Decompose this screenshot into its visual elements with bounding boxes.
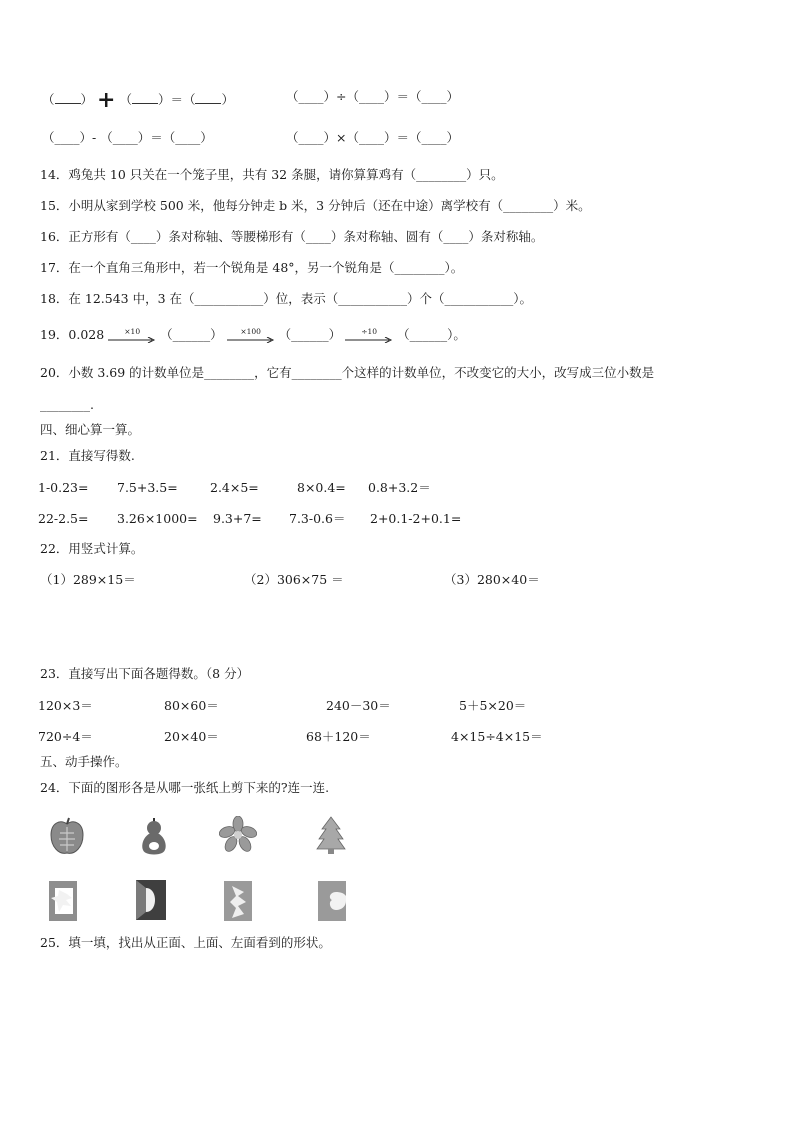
q23-item: 720÷4＝ [38,729,93,744]
q21-item: 9.3+7= [213,511,262,526]
q23-item: 68＋120＝ [306,729,371,744]
q21-item: 3.26×1000= [117,511,198,526]
question-17: 17．在一个直角三角形中，若一个锐角是 48°，另一个锐角是（________）。 [40,260,464,275]
q23-item: 240－30＝ [326,698,391,713]
gourd-shape-icon [137,816,171,856]
paper-sheet-1-icon [47,880,79,922]
equation-row-2-right: （____）×（____）＝（____） [286,130,459,145]
q21-item: 22-2.5= [38,511,89,526]
q23-item: 4×15÷4×15＝ [451,729,543,744]
question-20-line-1: 20．小数 3.69 的计数单位是________，它有________个这样的计数单位，不改变它的大小，改写成三位小数是 [40,365,655,380]
arrow-times-10: ×10 [108,328,156,344]
question-19: 19．0.028 ×10 （______） ×100 （______） ÷10 （______）。 [40,326,466,342]
q21-item: 1-0.23= [38,480,89,495]
q22-item: （1）289×15＝ [40,572,136,587]
question-23: 23．直接写出下面各题得数。（8 分） [40,666,250,681]
question-24: 24．下面的图形各是从哪一张纸上剪下来的?连一连. [40,780,330,795]
flower-shape-icon [219,816,257,852]
question-15: 15．小明从家到学校 500 米，他每分钟走 b 米，3 分钟后（还在中途）离学校有（________）米。 [40,198,591,213]
q22-item: （2）306×75 ＝ [244,572,344,587]
q21-item: 2+0.1-2+0.1= [370,511,462,526]
question-20-line-2: ________. [40,397,94,412]
question-18: 18．在 12.543 中，3 在（___________）位，表示（___________）个（___________）。 [40,291,533,306]
q21-item: 7.3-0.6＝ [289,511,346,526]
q21-item: 0.8+3.2＝ [368,480,431,495]
apple-shape-icon [48,817,86,857]
paper-sheet-3-icon [222,880,254,922]
equation-row-1-right: （____）÷（____）＝（____） [286,89,459,104]
equation-row-2-left: （____）- （____）＝（____） [42,130,213,145]
question-22: 22．用竖式计算。 [40,541,144,556]
tree-shape-icon [315,815,347,855]
q23-item: 20×40＝ [164,729,219,744]
paper-sheet-4-icon [316,880,348,922]
q21-item: 8×0.4= [297,480,346,495]
question-14: 14．鸡兔共 10 只关在一个笼子里，共有 32 条腿，请你算算鸡有（________）只。 [40,167,504,182]
q21-item: 2.4×5= [210,480,259,495]
equation-row-1-left: （ ） + （ ）＝（ ） [42,87,234,113]
q23-item: 5＋5×20＝ [459,698,527,713]
plus-sign: + [97,87,116,113]
paper-sheet-2-icon [134,878,168,922]
arrow-divide-10: ÷10 [345,328,393,344]
section-5-heading: 五、动手操作。 [40,754,128,769]
q21-item: 7.5+3.5= [117,480,178,495]
q22-item: （3）280×40＝ [444,572,540,587]
arrow-times-100: ×100 [227,328,275,344]
question-25: 25．填一填，找出从正面、上面、左面看到的形状。 [40,935,331,950]
question-21: 21．直接写得数. [40,448,135,463]
q23-item: 120×3＝ [38,698,93,713]
section-4-heading: 四、细心算一算。 [40,422,141,437]
question-16: 16．正方形有（____）条对称轴、等腰梯形有（____）条对称轴、圆有（____）条对称轴。 [40,229,544,244]
q23-item: 80×60＝ [164,698,219,713]
